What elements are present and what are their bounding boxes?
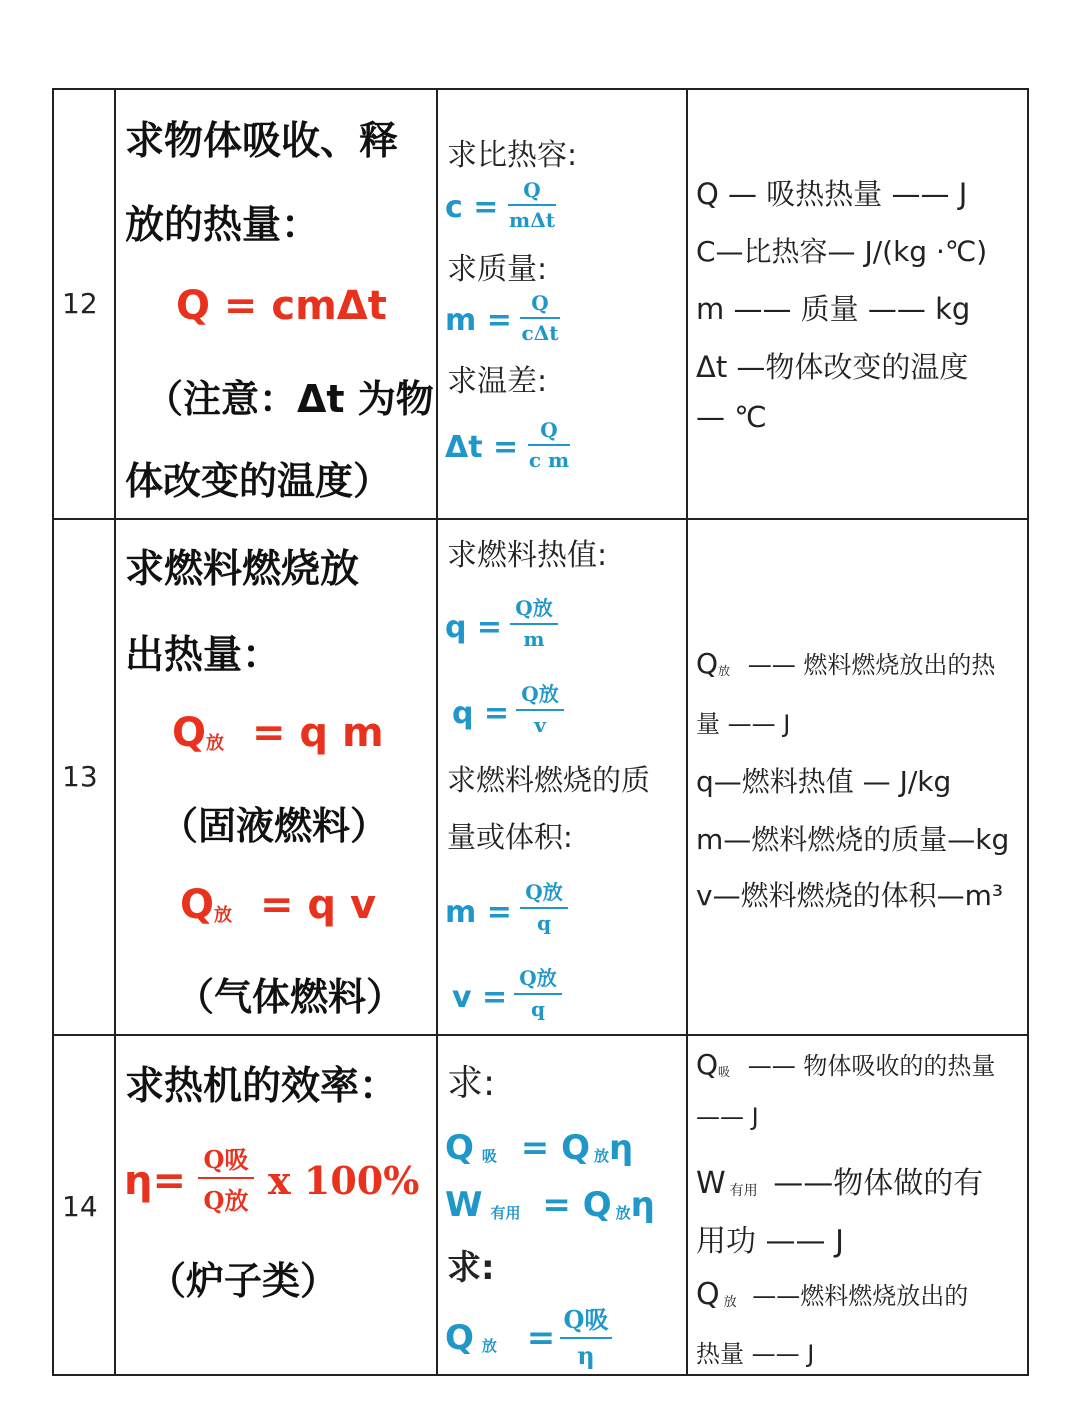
legend-text: ——物体做的有 <box>773 1166 984 1201</box>
legend-text: ——燃料燃烧放出的 <box>752 1282 969 1310</box>
formula-lhs: q = <box>445 610 503 645</box>
legend-line: C—比热容— J/(kg ·℃) <box>696 235 988 268</box>
formula-note: （固液燃料） <box>160 804 389 848</box>
fraction-numerator: Q <box>540 418 558 442</box>
legend-text: —— 物体吸收的的热量 <box>747 1052 996 1080</box>
fraction <box>528 418 570 472</box>
formula-lhs: η= <box>124 1158 186 1204</box>
method-heading: 求: <box>447 1248 495 1288</box>
formula-note: （气体燃料） <box>176 975 405 1019</box>
fraction-denominator: v <box>534 713 546 737</box>
formula-symbol: Q <box>180 882 215 928</box>
fraction <box>520 291 560 345</box>
legend-line: v—燃料燃烧的体积—m³ <box>696 879 1004 912</box>
formula-symbol: Q <box>445 1318 474 1358</box>
method-heading: 求燃料燃烧的质 <box>447 763 651 797</box>
legend-line <box>696 1158 983 1202</box>
row-title: 求热机的效率： <box>125 1064 399 1109</box>
formula-subscript: 放 <box>481 1337 497 1356</box>
row-title-line2: 放的热量： <box>125 203 321 248</box>
formula-eq: = <box>526 1318 556 1358</box>
legend-line: m —— 质量 —— kg <box>696 292 971 326</box>
formula-lhs: c = <box>445 190 499 225</box>
formula-rest: = q v <box>259 882 377 928</box>
legend-line: Δt —物体改变的温度 <box>696 350 969 384</box>
legend-line: 热量 —— J <box>696 1340 815 1368</box>
method-heading: 求质量: <box>447 252 548 287</box>
formula-subscript: 放 <box>615 1204 631 1223</box>
row-divider <box>54 518 1027 520</box>
fraction <box>198 1140 254 1216</box>
main-formula: Q = cmΔt <box>176 283 387 329</box>
method-heading: 求: <box>447 1063 496 1104</box>
column-divider <box>436 90 438 1374</box>
fraction-numerator: Q放 <box>515 596 553 620</box>
fraction <box>560 1300 612 1370</box>
legend-subscript: 放 <box>723 1294 737 1310</box>
formula-lhs: Δt = <box>445 430 519 465</box>
formula-rest: x 100% <box>268 1158 420 1203</box>
legend-line <box>696 1046 995 1081</box>
column-divider <box>686 90 688 1374</box>
legend-line: —— J <box>696 1103 759 1131</box>
legend-line <box>696 1276 968 1312</box>
fraction-denominator: c m <box>528 448 570 472</box>
fraction-numerator: Q放 <box>519 966 557 990</box>
formula-line <box>445 1128 633 1168</box>
fraction-numerator: Q <box>531 291 549 315</box>
legend-symbol: W <box>696 1166 726 1201</box>
method-heading: 求比热容: <box>447 138 578 173</box>
formula-subscript: 放 <box>206 732 225 754</box>
legend-line: Q — 吸热热量 —— J <box>696 177 968 211</box>
legend-line: 用功 —— J <box>696 1224 844 1259</box>
formula-lhs: m = <box>445 303 512 338</box>
fraction <box>514 962 562 1021</box>
legend-subscript: 吸 <box>718 1064 731 1079</box>
legend-line <box>696 645 995 680</box>
fraction <box>520 876 568 935</box>
fraction-numerator: Q放 <box>521 682 559 706</box>
legend-symbol: Q <box>696 1277 720 1312</box>
legend-symbol: Q <box>696 1048 719 1081</box>
row-number: 12 <box>62 287 98 320</box>
formula-subscript: 放 <box>214 904 233 926</box>
formula-note-line2: 体改变的温度） <box>125 459 392 503</box>
column-divider <box>114 90 116 1374</box>
formula-symbol: Q <box>172 710 207 756</box>
legend-text: —— 燃料燃烧放出的热 <box>747 651 996 679</box>
method-heading: 求燃料热值: <box>447 538 608 573</box>
formula-rest: = q m <box>251 710 384 756</box>
formula-symbol: W <box>445 1185 483 1225</box>
formula-mid: = Q <box>520 1128 590 1168</box>
formula-line <box>445 1318 555 1358</box>
fraction-denominator: m <box>523 627 545 651</box>
fraction <box>508 178 556 232</box>
row-title-line1: 求物体吸收、释 <box>125 119 399 164</box>
formula-lhs: m = <box>445 895 512 930</box>
main-formula <box>180 882 376 928</box>
formula-note: （炉子类） <box>148 1259 339 1303</box>
legend-line: m—燃料燃烧的质量—kg <box>696 823 1010 856</box>
fraction <box>510 592 558 651</box>
legend-line: — ℃ <box>696 400 767 434</box>
main-formula <box>172 710 384 756</box>
row-number: 13 <box>62 760 98 793</box>
fraction-denominator: q <box>537 911 551 935</box>
fraction-numerator: Q吸 <box>563 1305 609 1334</box>
fraction-numerator: Q放 <box>525 880 563 904</box>
fraction-denominator: Q放 <box>203 1186 249 1215</box>
formula-mid: = Q <box>542 1185 612 1225</box>
legend-symbol: Q <box>696 647 719 680</box>
formula-end: η <box>630 1185 655 1225</box>
legend-subscript: 放 <box>718 663 731 678</box>
legend-line: 量 —— J <box>696 710 791 738</box>
row-number: 14 <box>62 1190 98 1223</box>
legend-line: q—燃料热值 — J/kg <box>696 765 952 798</box>
method-heading: 求温差: <box>447 364 548 399</box>
row-title-line2: 出热量： <box>125 633 282 678</box>
formula-note-line1: （注意：Δt 为物 <box>145 377 434 421</box>
formula-subscript: 吸 <box>481 1147 497 1166</box>
formula-symbol: Q <box>445 1128 474 1168</box>
fraction-denominator: cΔt <box>521 321 559 345</box>
formula-lhs: q = <box>452 696 510 731</box>
fraction-denominator: mΔt <box>509 208 555 232</box>
row-divider <box>54 1034 1027 1036</box>
formula-end: η <box>609 1128 634 1168</box>
formula-line <box>445 1185 655 1225</box>
fraction-denominator: q <box>531 997 545 1021</box>
formula-subscript: 放 <box>594 1147 610 1166</box>
formula-subscript: 有用 <box>490 1204 521 1223</box>
fraction-numerator: Q吸 <box>203 1145 249 1174</box>
legend-subscript: 有用 <box>729 1183 758 1200</box>
fraction-numerator: Q <box>523 178 541 202</box>
row-title-line1: 求燃料燃烧放 <box>125 547 360 592</box>
formula-lhs: v = <box>452 980 508 1015</box>
fraction <box>516 678 564 737</box>
fraction-denominator: η <box>577 1341 595 1370</box>
method-heading: 量或体积: <box>447 820 573 854</box>
